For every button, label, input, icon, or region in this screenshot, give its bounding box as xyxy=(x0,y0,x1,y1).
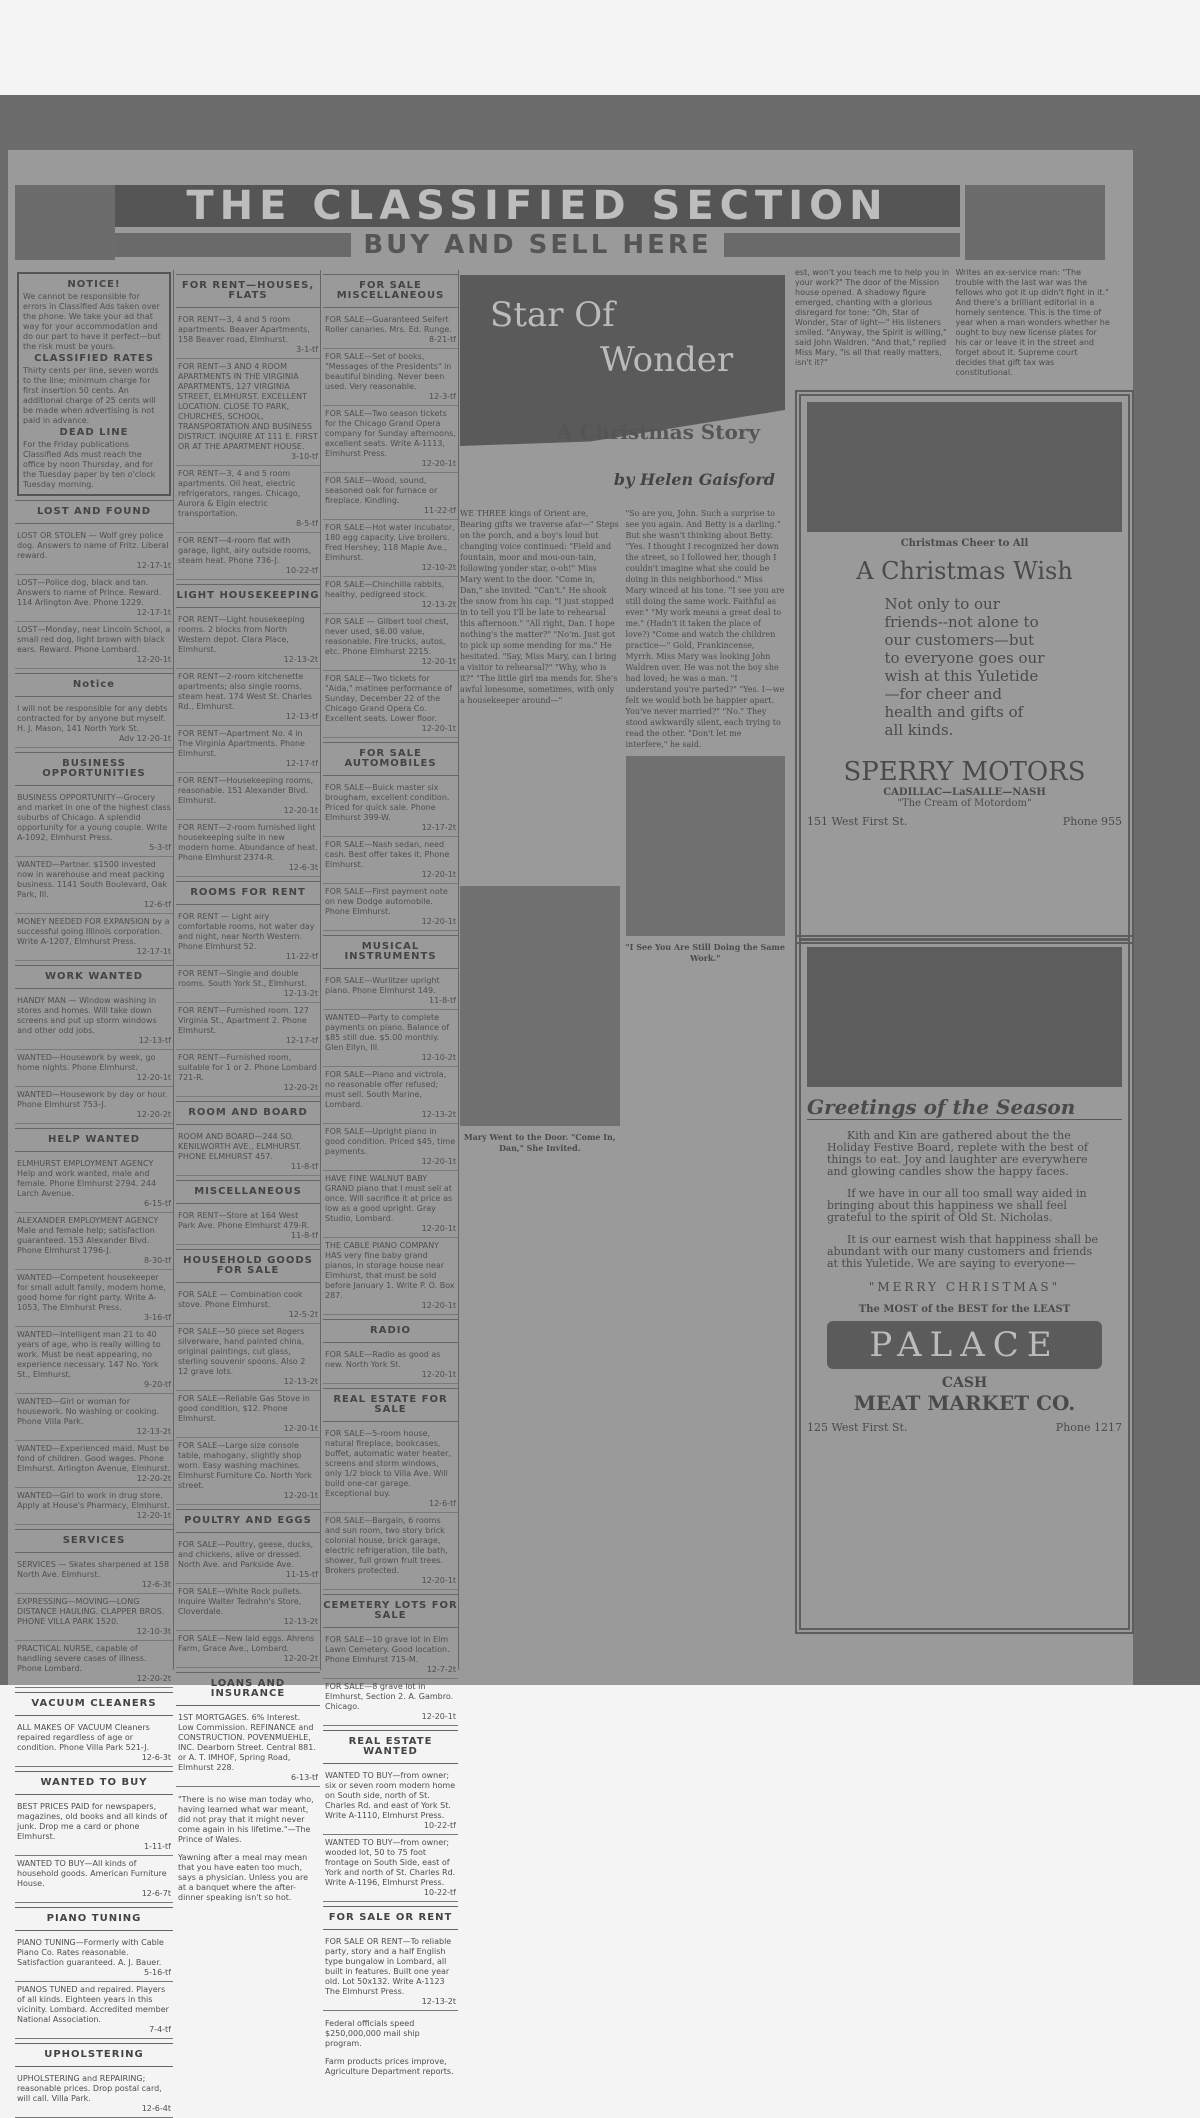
classified-ad: FOR SALE—Large size console table, mahogany, slightly shop worn. Easy washing machines. Elmhurst Furniture Co. North York street. 12-20-1t xyxy=(176,1438,320,1505)
section-heading: UPHOLSTERING xyxy=(15,2043,173,2067)
classified-ad: FOR RENT—Single and double rooms. South York St., Elmhurst. 12-13-2t xyxy=(176,966,320,1003)
classified-ad: PRACTICAL NURSE, capable of handling severe cases of illness. Phone Lombard. 12-20-2t xyxy=(15,1641,173,1688)
banner-illustration-right xyxy=(965,185,1105,260)
section-heading: REAL ESTATE FOR SALE xyxy=(323,1388,458,1422)
section-heading: FOR SALE MISCELLANEOUS xyxy=(323,274,458,308)
classified-ad: ELMHURST EMPLOYMENT AGENCY Help and work wanted, male and female. Phone Elmhurst 2794. 244 Larch Avenue. 6-15-tf xyxy=(15,1156,173,1213)
classified-ad: FOR RENT—3 AND 4 ROOM APARTMENTS IN THE VIRGINIA APARTMENTS, 127 VIRGINIA STREET, ELMHURST. EXCELLENT LOCATION. CLOSE TO PARK, CHURCHES, SCHOOL, TRANSPORTATION AND BUSINESS DISTRICT. INQUIRE AT 111 E. FIRST OR AT THE APARTMENT HOUSE. 3-10-tf xyxy=(176,359,320,466)
classified-ad: HAVE FINE WALNUT BABY GRAND piano that I must sell at once. Will sacrifice it at price as low as a good upright. Gray Studio, Lombard. 12-20-1t xyxy=(323,1171,458,1238)
company-name: SPERRY MOTORS xyxy=(843,757,1086,787)
section-heading: ROOM AND BOARD xyxy=(176,1101,320,1125)
section-heading: BUSINESS OPPORTUNITIES xyxy=(15,752,173,786)
palace-cash: CASH xyxy=(941,1375,988,1391)
filler-item: Yawning after a meal may mean that you have eaten too much, says a physician. Unless you are at a banquet where the after-dinner speaking isn't so hot. xyxy=(178,1853,309,1902)
section-heading: HOUSEHOLD GOODS FOR SALE xyxy=(176,1249,320,1283)
classified-ad: FOR RENT—3, 4 and 5 room apartments. Beaver Apartments, 158 Beaver road, Elmhurst. 3-1-tf xyxy=(176,312,320,359)
section-heading: RADIO xyxy=(323,1319,458,1343)
classified-ad: FOR RENT — Light airy comfortable rooms, hot water day and night, near North Western. Phone Elmhurst 52. 11-22-tf xyxy=(176,909,320,966)
classified-ad: FOR SALE—10 grave lot in Elm Lawn Cemetery. Good location. Phone Elmhurst 715-M. 12-7-2t xyxy=(323,1632,458,1679)
classified-ad: FOR SALE — Combination cook stove. Phone Elmhurst. 12-5-2t xyxy=(176,1287,320,1324)
deadline-body: For the Friday publications Classified Ads must reach the office by noon Thursday, and for the Tuesday paper by ten o'clock Tuesday morning. xyxy=(23,440,156,489)
palace-tagline: The MOST of the BEST for the LEAST xyxy=(858,1304,1071,1315)
classified-ad: FOR RENT—2-room kitchenette apartments; also single rooms, steam heat. 174 West St. Charles Rd., Elmhurst. 12-13-tf xyxy=(176,669,320,726)
classified-ad: WANTED—Intelligent man 21 to 40 years of age, who is really willing to work. Must be neat appearing, no experience necessary. 147 No. York St., Elmhurst. 9-20-tf xyxy=(15,1327,173,1394)
classified-ad: FOR SALE—Reliable Gas Stove in good condition, $12. Phone Elmhurst. 12-20-1t xyxy=(176,1391,320,1438)
classified-ad: ALEXANDER EMPLOYMENT AGENCY Male and female help; satisfaction guaranteed. 153 Alexander Blvd. Phone Elmhurst 1796-J. 8-30-tf xyxy=(15,1213,173,1270)
filler-item: Federal officials speed $250,000,000 mail ship program. xyxy=(325,2019,420,2048)
palace-meat-market-ad xyxy=(795,935,1134,1634)
classified-ad: FOR SALE—Upright piano in good condition. Priced $45, time payments. 12-20-1t xyxy=(323,1124,458,1171)
classified-ad: ROOM AND BOARD—244 SO. KENILWORTH AVE., ELMHURST. PHONE ELMHURST 457. 11-8-tf xyxy=(176,1129,320,1176)
classified-ad: FOR SALE—Radio as good as new. North York St. 12-20-1t xyxy=(323,1347,458,1384)
deadline-title: DEAD LINE xyxy=(59,427,129,438)
classified-ad: HANDY MAN — Window washing in stores and homes. Will take down screens and put up storm windows and other odd jobs. 12-13-tf xyxy=(15,993,173,1050)
classified-ad: FOR RENT—3, 4 and 5 room apartments. Oil heat, electric refrigerators, ranges. Chicago, Aurora & Elgin electric transportation. 8-5-tf xyxy=(176,466,320,533)
story-illustration-door xyxy=(460,886,620,1126)
classified-ad: WANTED—Experienced maid. Must be fond of children. Good wages. Phone Elmhurst. Arlington Avenue, Elmhurst. 12-20-2t xyxy=(15,1441,173,1488)
wish-body: Not only to our friends--not alone to our customers—but to everyone goes our wish at this Yuletide—for cheer and health and gifts of all kinds. xyxy=(884,595,1045,739)
classified-column-2 xyxy=(176,270,321,1902)
story-text-b: "So are you, John. Such a surprise to see you again. And Betty is a darling." But she wasn't thinking about Betty. "Yes. I thought I recognized her down the street, so I followed her, though I couldn't imagine what she could be doing in this neighborhood." Miss Mary winced at his tone. "I see you are still doing the same work. Faithful as ever." "My work means a great deal to me." (Hadn't it taken the place of love?) "Come and watch the children practice—" Gold, Frankincense, Myrrh. Miss Mary was looking John Waldren over. He was not the boy she had loved; he was a man. "I understand you're parted?" "Yes. I—we felt we would both be happier apart. You've never married?" "No." They stood awkwardly silent, each trying to read the other. "Don't let me interfere," he said. xyxy=(625,509,785,749)
slogan: "The Cream of Motordom" xyxy=(897,798,1032,809)
notice-body: We cannot be responsible for errors in Classified Ads taken over the phone. We take your ad that way for your accommodation and do our part to have it perfect—but the risk must be yours. xyxy=(23,292,161,351)
sperry-motors-ad xyxy=(795,390,1134,944)
classified-ad: EXPRESSING—MOVING—LONG DISTANCE HAULING. CLAPPER BROS. PHONE VILLA PARK 1520. 12-10-3t xyxy=(15,1594,173,1641)
story-title-line2: Wonder xyxy=(600,340,734,380)
classified-ad: FOR RENT—4-room flat with garage, light, airy outside rooms, steam heat. Phone 736-J. 10-22-tf xyxy=(176,533,320,580)
classified-ad: WANTED TO BUY—from owner; six or seven room modern home on South side, north of St. Charles Rd. and east of York St. Write A-1110, Elmhurst Press. 10-22-tf xyxy=(323,1768,458,1835)
section-heading: POULTRY AND EGGS xyxy=(176,1509,320,1533)
col3-sections xyxy=(323,274,458,2011)
filler-item: Farm products prices improve, Agriculture Department reports. xyxy=(325,2057,454,2076)
col1-sections xyxy=(15,500,173,2118)
story-illustration-couple xyxy=(626,756,786,936)
classified-ad: FOR RENT—2-room furnished light housekeeping suite in new modern home. Abundance of heat. Phone Elmhurst 2374-R. 12-6-3t xyxy=(176,820,320,877)
story-masthead xyxy=(460,275,785,500)
palace-meat-market: MEAT MARKET CO. xyxy=(853,1391,1076,1415)
classified-ad: PIANOS TUNED and repaired. Players of all kinds. Eighteen years in this vicinity. Lombard. Accredited member National Association. 7-4-tf xyxy=(15,1982,173,2039)
classified-ad: FOR SALE—Buick master six brougham, excellent condition. Priced for quick sale. Phone Elmhurst 399-W. 12-17-2t xyxy=(323,780,458,837)
merry-christmas: "MERRY CHRISTMAS" xyxy=(868,1280,1061,1294)
section-heading: Notice xyxy=(15,673,173,697)
section-heading: LIGHT HOUSEKEEPING xyxy=(176,584,320,608)
classified-ad: WANTED—Girl to work in drug store. Apply at House's Pharmacy, Elmhurst. 12-20-1t xyxy=(15,1488,173,1525)
classified-ad: I will not be responsible for any debts contracted for by anyone but myself. H. J. Mason, 141 North York St. Adv 12-20-1t xyxy=(15,701,173,748)
classified-ad: FOR SALE—Hot water incubator, 180 egg capacity. Live broilers. Fred Hershey, 118 Maple Ave., Elmhurst. 12-10-2t xyxy=(323,520,458,577)
greeting-p1: Kith and Kin are gathered about the the Holiday Festive Board, replete with the best of things to eat. Joy and laughter are everywhere and glowing candles show the happy faces. xyxy=(827,1129,1088,1178)
classified-ad: WANTED—Housework by day or hour. Phone Elmhurst 753-J. 12-20-2t xyxy=(15,1087,173,1124)
classified-ad: FOR RENT—Light housekeeping rooms. 2 blocks from North Western depot. Clara Place, Elmhurst. 12-13-2t xyxy=(176,612,320,669)
classified-ad: FOR RENT—Housekeeping rooms, reasonable. 151 Alexander Blvd. Elmhurst. 12-20-1t xyxy=(176,773,320,820)
section-heading: FOR SALE AUTOMOBILES xyxy=(323,742,458,776)
section-heading: ROOMS FOR RENT xyxy=(176,881,320,905)
story-byline: by Helen Gaisford xyxy=(613,470,775,489)
classified-ad: FOR RENT—Apartment No. 4 in The Virginia Apartments. Phone Elmhurst. 12-17-tf xyxy=(176,726,320,773)
classified-ad: LOST—Police dog, black and tan. Answers to name of Prince. Reward. 114 Arlington Ave. Phone 1229. 12-17-1t xyxy=(15,575,173,622)
classified-ad: PIANO TUNING—Formerly with Cable Piano Co. Rates reasonable. Satisfaction guaranteed. A. J. Bauer. 5-16-tf xyxy=(15,1935,173,1982)
classified-ad: WANTED—Housework by week, go home nights. Phone Elmhurst. 12-20-1t xyxy=(15,1050,173,1087)
classified-ad: FOR SALE—5-room house, natural fireplace, bookcases, buffet, automatic water heater, screens and storm windows, only 1/2 block to Villa Ave. Will build one-car garage. Exceptional buy. 12-6-tf xyxy=(323,1426,458,1513)
holiday-dinner-illustration xyxy=(807,947,1122,1087)
classified-ad: WANTED TO BUY—from owner; wooded lot, 50 to 75 foot frontage on South Side, east of York and north of St. Charles Rd. Write A-1196, Elmhurst Press. 10-22-tf xyxy=(323,1835,458,1902)
classified-ad: FOR SALE—Wood, sound, seasoned oak for furnace or fireplace. Kindling. 11-22-tf xyxy=(323,473,458,520)
classified-ad: BEST PRICES PAID for newspapers, magazines, old books and all kinds of junk. Drop me a card or phone Elmhurst. 1-11-tf xyxy=(15,1799,173,1856)
classified-ad: WANTED TO BUY—All kinds of household goods. American Furniture House. 12-6-7t xyxy=(15,1856,173,1903)
section-heading: VACUUM CLEANERS xyxy=(15,1692,173,1716)
section-heading: FOR SALE OR RENT xyxy=(323,1906,458,1930)
classified-ad: MONEY NEEDED FOR EXPANSION by a successful going Illinois corporation. Write A-1207, Elmhurst Press. 12-17-1t xyxy=(15,914,173,961)
classified-ad: ALL MAKES OF VACUUM Cleaners repaired regardless of age or condition. Phone Villa Park 521-J. 12-6-3t xyxy=(15,1720,173,1767)
classified-ad: LOST—Monday, near Lincoln School, a small red dog, light brown with black ears. Reward. Phone Lombard. 12-20-1t xyxy=(15,622,173,669)
section-heading: SERVICES xyxy=(15,1529,173,1553)
notice-title: NOTICE! xyxy=(67,279,121,290)
section-heading: CEMETERY LOTS FOR SALE xyxy=(323,1594,458,1628)
classified-column-3 xyxy=(323,270,459,2076)
wish-title: A Christmas Wish xyxy=(856,557,1073,585)
rates-title: CLASSIFIED RATES xyxy=(34,353,154,364)
classified-ad: LOST OR STOLEN — Wolf grey police dog. Answers to name of Fritz. Liberal reward. 12-17-1t xyxy=(15,528,173,575)
classified-ad: BUSINESS OPPORTUNITY—Grocery and market in one of the highest class suburbs of Chicago. A splendid opportunity for a young couple. Write A-1092, Elmhurst Press. 5-3-tf xyxy=(15,790,173,857)
classified-column-1 xyxy=(15,270,174,2113)
classified-ad: FOR SALE—Two tickets for "Aida," matinee performance of Sunday, December 22 of the Chicago Grand Opera Co. Excellent seats. Lower floor. 12-20-1t xyxy=(323,671,458,738)
classified-ad: FOR SALE—Poultry, geese, ducks, and chickens, alive or dressed. North Ave. and Parkside Ave. 11-15-tf xyxy=(176,1537,320,1584)
phone: Phone 955 xyxy=(1062,815,1122,828)
section-heading: HELP WANTED xyxy=(15,1128,173,1152)
cheer-banner: Christmas Cheer to All xyxy=(900,538,1029,549)
filler-item: "There is no wise man today who, having learned what war meant, did not pray that it might never come again in his lifetime."—The Prince of Wales. xyxy=(178,1795,314,1844)
christmas-cheer-illustration xyxy=(807,402,1122,532)
classified-ad: FOR SALE—Two season tickets for the Chicago Grand Opera company for Sunday afternoons, excellent seats. Write A-1113, Elmhurst Press. 12-20-1t xyxy=(323,406,458,473)
classified-ad: FOR SALE—Nash sedan, need cash. Best offer takes it. Phone Elmhurst. 12-20-1t xyxy=(323,837,458,884)
story-caption-1: "I See You Are Still Doing the Same Work." xyxy=(625,942,785,963)
story-continuation: est, won't you teach me to help you in your work?" The door of the Mission house opened. A shadowy figure emerged, chanting with a glorious disregard for tone: "Oh, Star of Wonder, Star of light—" His listeners smiled. "Anyway, the Spirit is willing," said John Waldren. "And that," replied Miss Mary, "is all that really matters, isn't it?" xyxy=(795,268,950,367)
section-heading: WORK WANTED xyxy=(15,965,173,989)
section-heading: MISCELLANEOUS xyxy=(176,1180,320,1204)
classified-ad: FOR RENT—Furnished room, suitable for 1 or 2. Phone Lombard 721-R. 12-20-2t xyxy=(176,1050,320,1097)
classified-ad: FOR SALE—Guaranteed Seifert Roller canaries. Mrs. Ed. Runge. 8-21-tf xyxy=(323,312,458,349)
classified-ad: THE CABLE PIANO COMPANY HAS very fine baby grand pianos, in storage house near Elmhurst, that must be sold before January 1. Write P. O. Box 287. 12-20-1t xyxy=(323,1238,458,1315)
classified-ad: FOR SALE—Piano and victrola, no reasonable offer refused; must sell. South Marine, Lombard. 12-13-2t xyxy=(323,1067,458,1124)
classified-ad: FOR SALE—Chinchilla rabbits, healthy, pedigreed stock. 12-13-2t xyxy=(323,577,458,614)
banner-title: THE CLASSIFIED SECTION xyxy=(115,185,960,227)
address: 151 West First St. xyxy=(807,815,908,828)
christmas-story xyxy=(460,275,785,1154)
section-heading: PIANO TUNING xyxy=(15,1907,173,1931)
col2-sections xyxy=(176,274,320,1787)
classified-ad: FOR SALE—Wurlitzer upright piano. Phone Elmhurst 149. 11-8-tf xyxy=(323,973,458,1010)
classified-ad: FOR SALE—Bargain, 6 rooms and sun room, two story brick colonial house, brick garage, electric refrigeration, tile bath, shower, full grown fruit trees. Brokers protected. 12-20-1t xyxy=(323,1513,458,1590)
section-heading: REAL ESTATE WANTED xyxy=(323,1730,458,1764)
story-title-line1: Star Of xyxy=(490,295,615,335)
right-top-text xyxy=(795,268,1110,378)
classified-banner xyxy=(115,185,960,260)
classified-ad: FOR SALE — Gilbert tool chest, never used, $6.00 value, reasonable. Fire trucks, autos, etc. Phone Elmhurst 2215. 12-20-1t xyxy=(323,614,458,671)
palace-phone: Phone 1217 xyxy=(1055,1421,1122,1434)
section-heading: LOST AND FOUND xyxy=(15,500,173,524)
classified-ad: WANTED—Competent housekeeper for small adult family, modern home, good home for right party. Write A-1053, The Elmhurst Press. 3-16-tf xyxy=(15,1270,173,1327)
palace-address: 125 West First St. xyxy=(807,1421,908,1434)
classified-ad: WANTED—Girl or woman for housework. No washing or cooking. Phone Villa Park. 12-13-2t xyxy=(15,1394,173,1441)
classified-ad: UPHOLSTERING and REPAIRING; reasonable prices. Drop postal card, will call. Villa Park. 12-6-4t xyxy=(15,2071,173,2118)
section-heading: FOR RENT—HOUSES, FLATS xyxy=(176,274,320,308)
banner-subtitle: BUY AND SELL HERE xyxy=(363,230,712,260)
classified-ad: FOR SALE—50 piece set Rogers silverware, hand painted china, original paintings, cut glass, sterling souvenir spoons. Also 2 12 grave lots. 12-13-2t xyxy=(176,1324,320,1391)
col2-filler xyxy=(176,1795,320,1903)
classified-ad: FOR SALE—8 grave lot in Elmhurst, Section 2. A. Gambro. Chicago. 12-20-1t xyxy=(323,1679,458,1726)
classified-ad: WANTED—Party to complete payments on piano. Balance of $85 still due. $5.00 monthly. Glen Ellyn, Ill. 12-10-2t xyxy=(323,1010,458,1067)
story-caption-2: Mary Went to the Door. "Come In, Dan," She Invited. xyxy=(463,1132,616,1153)
section-heading: MUSICAL INSTRUMENTS xyxy=(323,935,458,969)
classified-ad: FOR RENT—Furnished room. 127 Virginia St., Apartment 2. Phone Elmhurst. 12-17-tf xyxy=(176,1003,320,1050)
classified-ad: FOR SALE—Set of books, "Messages of the Presidents" in beautiful binding. Never been used. Very reasonable. 12-3-tf xyxy=(323,349,458,406)
greeting-p3: It is our earnest wish that happiness shall be abundant with our many customers and friends at this Yuletide. We are saying to everyone— xyxy=(827,1233,1099,1270)
classified-ad: 1ST MORTGAGES. 6% Interest. Low Commission. REFINANCE and CONSTRUCTION. POVENMUEHLE, INC. Dearborn Street. Central 881. or A. T. IMHOF, Spring Road, Elmhurst 228. 6-13-tf xyxy=(176,1710,320,1787)
greeting-p2: If we have in our all too small way aided in bringing about this happiness we shall feel grateful to the spirit of Old St. Nicholas. xyxy=(827,1187,1087,1224)
palace-logo: PALACE xyxy=(827,1321,1102,1369)
classified-ad: WANTED—Partner. $1500 invested now in warehouse and meat packing business. 1141 South Boulevard, Oak Park, Ill. 12-6-tf xyxy=(15,857,173,914)
rates-body: Thirty cents per line, seven words to the line; minimum charge for first insertion 50 cents. An additional charge of 25 cents will be made when advertising is not paid in advance. xyxy=(23,366,159,425)
classified-ad: FOR SALE—White Rock pullets. Inquire Walter Tedrahn's Store, Cloverdale. 12-13-2t xyxy=(176,1584,320,1631)
section-heading: LOANS AND INSURANCE xyxy=(176,1672,320,1706)
col3-filler xyxy=(323,2019,458,2077)
classified-ad: FOR SALE—New laid eggs. Ahrens Farm, Grace Ave., Lombard. 12-20-2t xyxy=(176,1631,320,1668)
car-brands: CADILLAC—LaSALLE—NASH xyxy=(883,787,1046,798)
classified-ad: FOR SALE—First payment note on new Dodge automobile. Phone Elmhurst. 12-20-1t xyxy=(323,884,458,931)
editorial-quips: Writes an ex-service man: "The trouble with the last war was the fellows who got it up didn't fight in it." And there's a brilliant editorial in a homely sentence. This is the time of year when a man wonders whether he ought to buy new license plates for his car or leave it in the street and forget about it. Supreme court decides that gift tax was constitutional. xyxy=(955,268,1110,377)
classified-ad: SERVICES — Skates sharpened at 158 North Ave. Elmhurst. 12-6-3t xyxy=(15,1557,173,1594)
greetings-title: Greetings of the Season xyxy=(807,1095,1122,1120)
classified-ad: FOR RENT—Store at 164 West Park Ave. Phone Elmhurst 479-R. 11-8-tf xyxy=(176,1208,320,1245)
classified-ad: FOR SALE OR RENT—To reliable party, story and a half English type bungalow in Lombard, all built in features. Built one year old. Lot 50x132. Write A-1123 The Elmhurst Press. 12-13-2t xyxy=(323,1934,458,2011)
section-heading: WANTED TO BUY xyxy=(15,1771,173,1795)
notice-box xyxy=(17,272,171,496)
story-text-a: WE THREE kings of Orient are, Bearing gifts we traverse afar—" Steps on the porch, and a boy's loud but changing voice continued: "Field and fountain, moor and mou-oun-tain, following yonder star, o-oh!" Miss Mary went to the door. "Come in, Dan," she invited. "Can't." He shook the snow from his cap. "I just stopped in to tell you I'll be late to rehearsal this afternoon." "All right, Dan. I hope nothing's the matter?" "No'm. Just got to pick up some mending for ma." He hesitated. "Say, Miss Mary, can I bring a visitor to rehearsal?" "Why, who is it?" "The little girl ma mends for. She's awful lonesome, sometimes, with only a housekeeper around—" xyxy=(460,509,619,705)
story-subtitle: A Christmas Story xyxy=(556,420,760,444)
banner-illustration-left xyxy=(15,185,115,260)
